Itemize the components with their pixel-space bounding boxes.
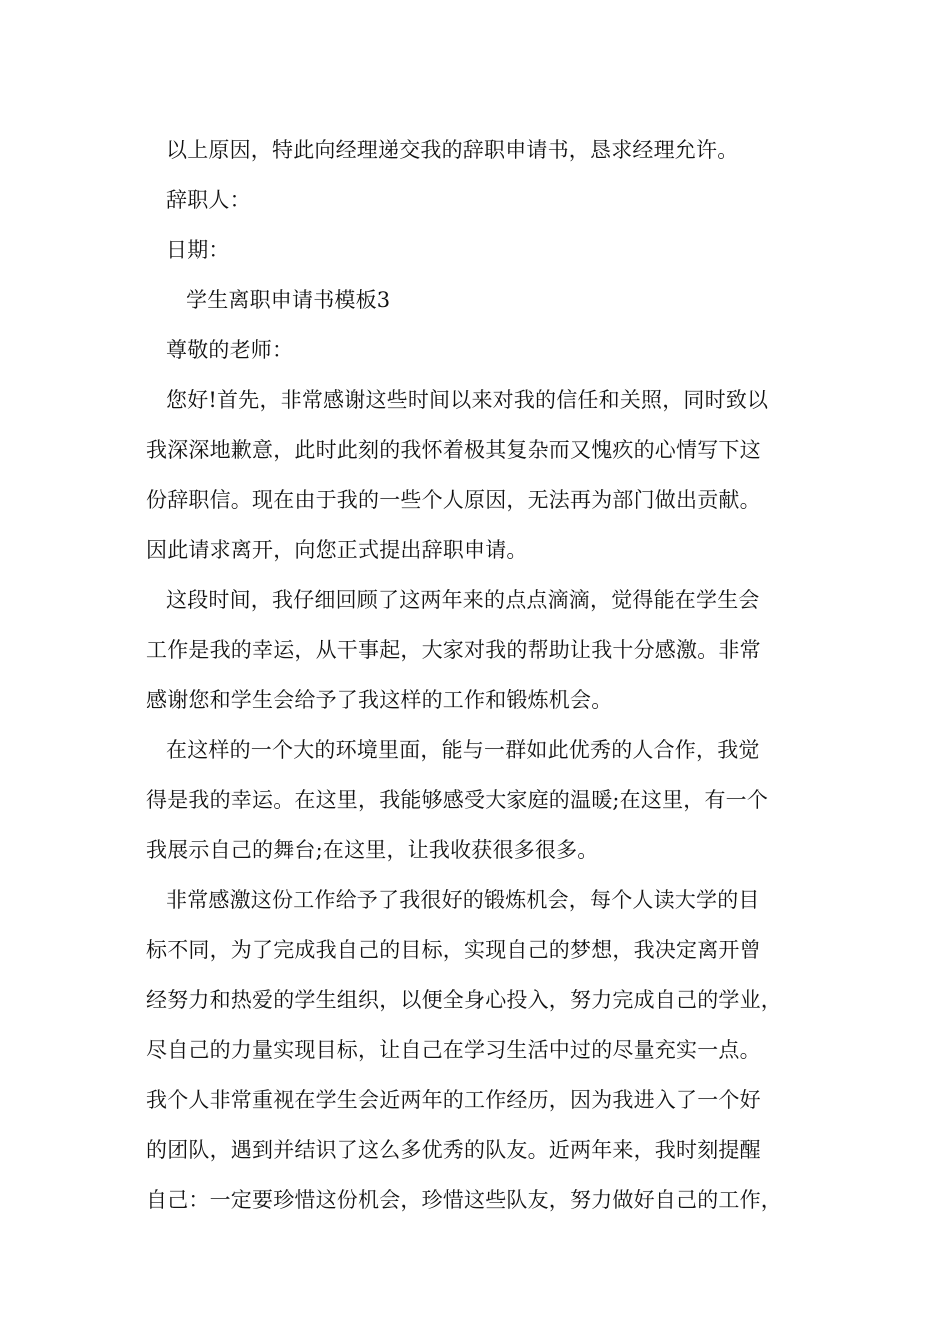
paragraph-line: 自己：一定要珍惜这份机会，珍惜这些队友，努力做好自己的工作，: [146, 1188, 782, 1212]
salutation: 尊敬的老师：: [166, 338, 294, 362]
paragraph-line: 标不同，为了完成我自己的目标，实现自己的梦想，我决定离开曾: [146, 938, 761, 962]
section-title: 学生离职申请书模板3: [186, 288, 391, 312]
signature-label: 辞职人：: [166, 188, 251, 212]
paragraph-line: 的团队，遇到并结识了这么多优秀的队友。近两年来，我时刻提醒: [146, 1138, 761, 1162]
paragraph-line: 非常感激这份工作给予了我很好的锻炼机会，每个人读大学的目: [166, 888, 760, 912]
paragraph-line: 我展示自己的舞台;在这里，让我收获很多很多。: [146, 838, 599, 862]
paragraph-line: 工作是我的幸运，从干事起，大家对我的帮助让我十分感激。非常: [146, 638, 761, 662]
paragraph-line: 我深深地歉意，此时此刻的我怀着极其复杂而又愧疚的心情写下这: [146, 438, 761, 462]
paragraph-line: 您好!首先，非常感谢这些时间以来对我的信任和关照，同时致以: [166, 388, 769, 412]
date-label: 日期：: [166, 238, 230, 262]
paragraph-line: 这段时间，我仔细回顾了这两年来的点点滴滴，觉得能在学生会: [166, 588, 760, 612]
closing-line: 以上原因，特此向经理递交我的辞职申请书，恳求经理允许。: [166, 138, 739, 162]
paragraph-line: 经努力和热爱的学生组织，以便全身心投入，努力完成自己的学业，: [146, 988, 782, 1012]
paragraph-line: 尽自己的力量实现目标，让自己在学习生活中过的尽量充实一点。: [146, 1038, 761, 1062]
paragraph-line: 份辞职信。现在由于我的一些个人原因，无法再为部门做出贡献。: [146, 488, 761, 512]
paragraph-line: 因此请求离开，向您正式提出辞职申请。: [146, 538, 528, 562]
paragraph-line: 得是我的幸运。在这里，我能够感受大家庭的温暖;在这里，有一个: [146, 788, 769, 812]
paragraph-line: 在这样的一个大的环境里面，能与一群如此优秀的人合作，我觉: [166, 738, 760, 762]
paragraph-line: 我个人非常重视在学生会近两年的工作经历，因为我进入了一个好: [146, 1088, 761, 1112]
paragraph-line: 感谢您和学生会给予了我这样的工作和锻炼机会。: [146, 688, 613, 712]
